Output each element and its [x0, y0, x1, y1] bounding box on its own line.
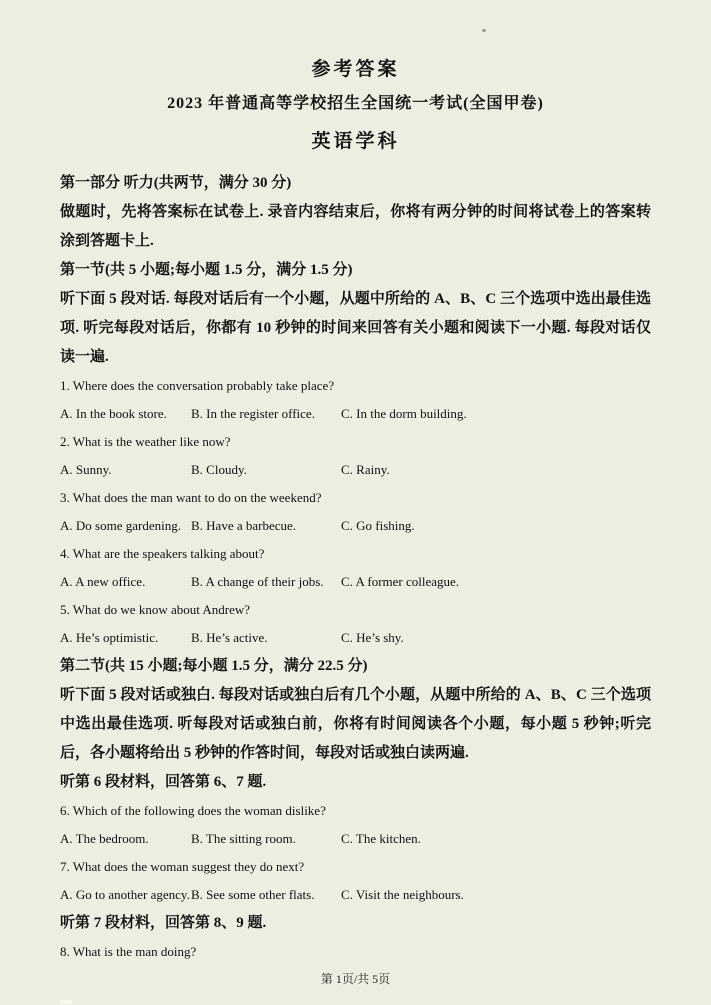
option-c: C. He’s shy. — [341, 630, 404, 645]
section2-heading: 第二节(共 15 小题;每小题 1.5 分，满分 22.5 分) — [60, 658, 368, 674]
option-c: C. Go fishing. — [341, 518, 415, 533]
part1-intro: 做题时，先将答案标在试卷上. 录音内容结束后，你将有两分钟的时间将试卷上的答案转涂到答题卡上. — [60, 204, 651, 249]
option-a: A. Go to another agency. — [60, 887, 190, 902]
option-c: C. In the dorm building. — [341, 406, 467, 421]
option-b: B. The sitting room. — [191, 831, 296, 846]
scan-artifact-dot — [482, 29, 486, 32]
exam-title: 2023 年普通高等学校招生全国统一考试(全国甲卷) — [167, 95, 544, 112]
option-c: C. A former colleague. — [341, 574, 460, 589]
option-a: A. A new office. — [60, 574, 146, 589]
option-b: B. Have a barbecue. — [191, 518, 297, 533]
scan-artifact-speck — [60, 1000, 72, 1004]
question-options — [60, 825, 651, 853]
option-c: C. Rainy. — [341, 462, 390, 477]
question-options — [60, 881, 651, 909]
question-block-2 — [60, 428, 651, 484]
question-text: 2. What is the weather like now? — [60, 434, 231, 449]
question-block-8 — [60, 938, 651, 966]
page-footer: 第 1页/共 5页 — [320, 972, 391, 986]
option-a: A. The bedroom. — [60, 831, 149, 846]
question-block-5 — [60, 596, 651, 652]
question-block-3 — [60, 484, 651, 540]
section2-instructions: 听下面 5 段对话或独白. 每段对话或独白后有几个小题，从题中所给的 A、B、C 三个选项中选出最佳选项. 听每段对话或独白前，你将有时间阅读各个小题，每小题 5 秒钟;听完后，各小题将给出 5 秒钟的作答时间，每段对话或独白读两遍. — [60, 687, 651, 761]
option-c: C. Visit the neighbours. — [341, 887, 464, 902]
question-options — [60, 624, 651, 652]
option-a: A. Do some gardening. — [60, 518, 181, 533]
option-a: A. He’s optimistic. — [60, 630, 159, 645]
option-a: A. Sunny. — [60, 462, 112, 477]
page-title: 参考答案 — [311, 59, 400, 80]
question-text: 6. Which of the following does the woman dislike? — [60, 803, 326, 818]
option-b: B. He’s active. — [191, 630, 268, 645]
option-b: B. Cloudy. — [191, 462, 247, 477]
question-options — [60, 400, 651, 428]
question-text: 7. What does the woman suggest they do next? — [60, 859, 305, 874]
subject-title: 英语学科 — [311, 131, 400, 152]
option-b: B. A change of their jobs. — [191, 574, 324, 589]
option-b: B. In the register office. — [191, 406, 315, 421]
question-text: 4. What are the speakers talking about? — [60, 546, 265, 561]
question-text: 5. What do we know about Andrew? — [60, 602, 251, 617]
part1-heading: 第一部分 听力(共两节，满分 30 分) — [60, 175, 292, 191]
section1-instructions: 听下面 5 段对话. 每段对话后有一个小题，从题中所给的 A、B、C 三个选项中选出最佳选项. 听完每段对话后，你都有 10 秒钟的时间来回答有关小题和阅读下一小题. 每段对话仅读一遍. — [60, 291, 651, 365]
question-options — [60, 512, 651, 540]
option-c: C. The kitchen. — [341, 831, 421, 846]
question-block-7 — [60, 853, 651, 909]
question-block-4 — [60, 540, 651, 596]
question-text: 8. What is the man doing? — [60, 944, 197, 959]
option-a: A. In the book store. — [60, 406, 167, 421]
question-options — [60, 456, 651, 484]
material7-prompt: 听第 7 段材料，回答第 8、9 题. — [60, 915, 267, 931]
material6-prompt: 听第 6 段材料，回答第 6、7 题. — [60, 774, 267, 790]
question-text: 3. What does the man want to do on the weekend? — [60, 490, 322, 505]
section1-heading: 第一节(共 5 小题;每小题 1.5 分，满分 1.5 分) — [60, 262, 353, 278]
question-block-1 — [60, 372, 651, 428]
option-b: B. See some other flats. — [191, 887, 315, 902]
question-options — [60, 568, 651, 596]
question-text: 1. Where does the conversation probably take place? — [60, 378, 335, 393]
question-block-6 — [60, 797, 651, 853]
